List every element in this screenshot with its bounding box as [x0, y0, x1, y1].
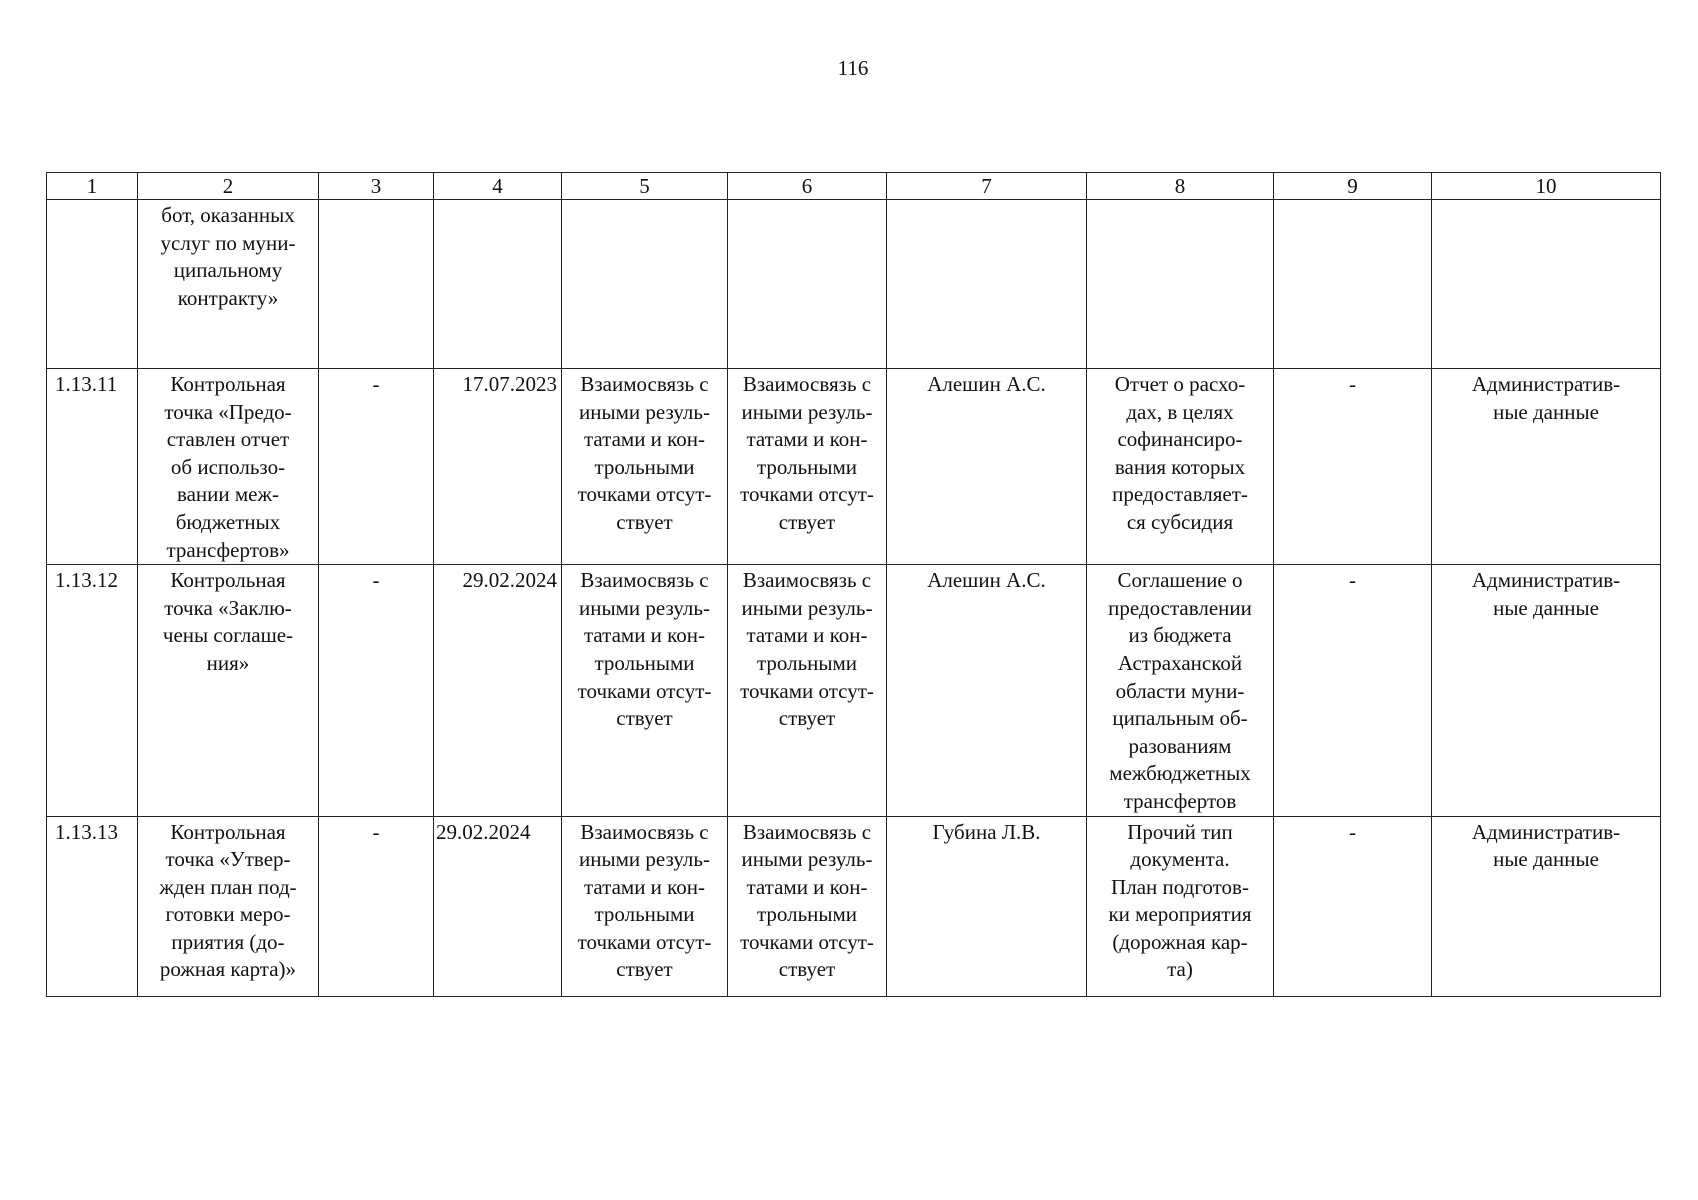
- table-cell: Контрольная точка «Заклю- чены соглаше- ния»: [138, 565, 319, 816]
- column-header: 1: [47, 173, 138, 200]
- table-cell: -: [1274, 565, 1432, 816]
- table-cell: 29.02.2024: [434, 565, 562, 816]
- table-cell: [728, 200, 887, 369]
- table-cell: Взаимосвязь с иными резуль- татами и кон- трольными точками отсут- ствует: [728, 369, 887, 565]
- table-cell: -: [1274, 816, 1432, 996]
- table-row: [47, 369, 1661, 565]
- table-cell: Взаимосвязь с иными резуль- татами и кон- трольными точками отсут- ствует: [562, 816, 728, 996]
- table-cell: Контрольная точка «Предо- ставлен отчет об использо- вании меж- бюджетных трансфертов»: [138, 369, 319, 565]
- table-cell: бот, оказанных услуг по муни- ципальному контракту»: [138, 200, 319, 369]
- control-points-table: [46, 172, 1661, 997]
- table-cell: Губина Л.В.: [887, 816, 1087, 996]
- column-header: 9: [1274, 173, 1432, 200]
- table-cell: Прочий тип документа. План подготов- ки мероприятия (дорожная кар- та): [1087, 816, 1274, 996]
- table-cell: [319, 200, 434, 369]
- table-cell: [47, 200, 138, 369]
- table-cell: 29.02.2024: [434, 816, 562, 996]
- column-header: 4: [434, 173, 562, 200]
- column-header: 10: [1432, 173, 1661, 200]
- table-cell: -: [319, 565, 434, 816]
- table-cell: Алешин А.С.: [887, 565, 1087, 816]
- table-cell: 1.13.12: [47, 565, 138, 816]
- column-header: 3: [319, 173, 434, 200]
- table-cell: -: [319, 369, 434, 565]
- table-cell: -: [319, 816, 434, 996]
- table-row: [47, 816, 1661, 996]
- header-row: [47, 173, 1661, 200]
- table-cell: -: [1274, 369, 1432, 565]
- column-header: 7: [887, 173, 1087, 200]
- table-row: [47, 200, 1661, 369]
- column-header: 8: [1087, 173, 1274, 200]
- column-header: 2: [138, 173, 319, 200]
- column-header: 6: [728, 173, 887, 200]
- table-cell: Алешин А.С.: [887, 369, 1087, 565]
- table-cell: 1.13.13: [47, 816, 138, 996]
- table-cell: [887, 200, 1087, 369]
- table-cell: Взаимосвязь с иными резуль- татами и кон- трольными точками отсут- ствует: [728, 565, 887, 816]
- table-cell: [1274, 200, 1432, 369]
- table-cell: Административ- ные данные: [1432, 816, 1661, 996]
- table-cell: Административ- ные данные: [1432, 565, 1661, 816]
- table-cell: 17.07.2023: [434, 369, 562, 565]
- table-cell: [1087, 200, 1274, 369]
- table-cell: 1.13.11: [47, 369, 138, 565]
- table-cell: Взаимосвязь с иными резуль- татами и кон- трольными точками отсут- ствует: [562, 565, 728, 816]
- column-header: 5: [562, 173, 728, 200]
- table-cell: [562, 200, 728, 369]
- table-cell: [434, 200, 562, 369]
- table-cell: Отчет о расхо- дах, в целях софинансиро- вания которых предоставляет- ся субсидия: [1087, 369, 1274, 565]
- table-row: [47, 565, 1661, 816]
- table-cell: Административ- ные данные: [1432, 369, 1661, 565]
- table-cell: Контрольная точка «Утвер- жден план под- готовки меро- приятия (до- рожная карта)»: [138, 816, 319, 996]
- table-cell: Взаимосвязь с иными резуль- татами и кон- трольными точками отсут- ствует: [728, 816, 887, 996]
- table-cell: Соглашение о предоставлении из бюджета Астраханской области муни- ципальным об- разованиям межбюджетных трансфертов: [1087, 565, 1274, 816]
- table-cell: Взаимосвязь с иными резуль- татами и кон- трольными точками отсут- ствует: [562, 369, 728, 565]
- table-cell: [1432, 200, 1661, 369]
- page-number: 116: [837, 56, 869, 80]
